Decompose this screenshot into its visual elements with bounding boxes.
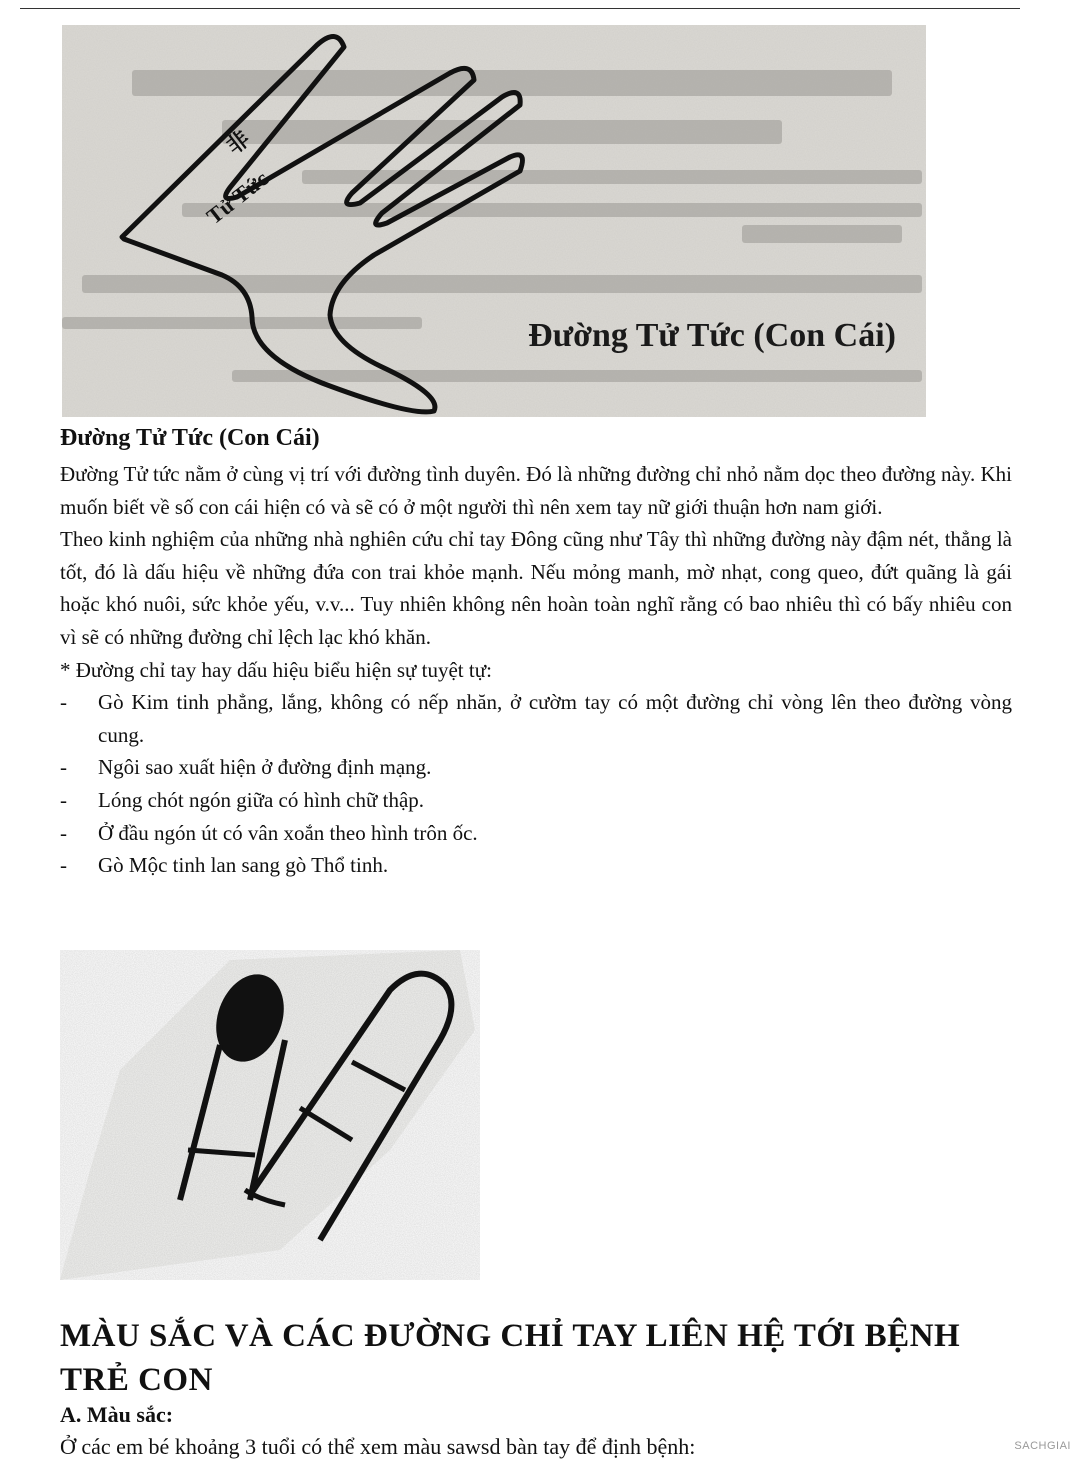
tu-tuc-label: Tử Tức bbox=[201, 165, 273, 229]
watermark-logo: SACHGIAI bbox=[1014, 1440, 1071, 1452]
subheading-colors: A. Màu sắc: bbox=[60, 1402, 174, 1427]
paragraph-1: Đường Tử tức nằm ở cùng vị trí với đường tình duyên. Đó là những đường chỉ nhỏ nằm dọc theo đường này. Khi muốn biết về số con cái hiện có và sẽ có ở một người thì nên xem tay nữ giới thuận hơn nam giới. bbox=[60, 462, 1012, 519]
section-title: Đường Tử Tức (Con Cái) bbox=[60, 425, 320, 451]
list-item: - Gò Mộc tinh lan sang gò Thổ tinh. bbox=[60, 853, 389, 878]
paragraph-3: * Đường chỉ tay hay dấu hiệu biểu hiện sự tuyệt tự: bbox=[60, 657, 492, 682]
list-item: - Gò Kim tinh phẳng, lắng, không có nếp nhăn, ở cườm tay có một đường chỉ vòng lên theo đường vòng cung. bbox=[60, 690, 1012, 747]
tu-tuc-marks: 非 bbox=[221, 125, 255, 159]
sterility-signs-list bbox=[60, 686, 1012, 882]
hand-outline-drawing bbox=[62, 25, 926, 417]
list-item: - Lóng chót ngón giữa có hình chữ thập. bbox=[60, 787, 425, 812]
top-rule bbox=[20, 8, 1020, 9]
fingers-figure-scan bbox=[60, 950, 480, 1280]
hand-figure-scan bbox=[62, 25, 926, 417]
list-item: - Ở đầu ngón út có vân xoắn theo hình trôn ốc. bbox=[60, 820, 478, 845]
colors-intro-line: Ở các em bé khoảng 3 tuổi có thể xem màu sawsd bàn tay để định bệnh: bbox=[60, 1434, 696, 1459]
paragraph-2: Theo kinh nghiệm của những nhà nghiên cứu chỉ tay Đông cũng như Tây thì những đường này đậm nét, thẳng là tốt, đó là dấu hiệu về những đứa con trai khỏe mạnh. Nếu mỏng manh, mờ nhạt, cong queo, đứt quãng là gái hoặc khó nuôi, sức khỏe yếu, v.v... Tuy nhiên không nên hoàn toàn nghĩ rằng có bao nhiêu thì có bấy nhiêu con vì sẽ có những đường chỉ lệch lạc khó khăn. bbox=[60, 527, 1012, 649]
chapter-heading: MÀU SẮC VÀ CÁC ĐƯỜNG CHỈ TAY LIÊN HỆ TỚI BỆNH TRẺ CON bbox=[60, 1318, 961, 1398]
section-body bbox=[60, 458, 1012, 882]
figure-caption: Đường Tử Tức (Con Cái) bbox=[528, 317, 896, 354]
fingers-drawing bbox=[60, 950, 480, 1280]
list-item: - Ngôi sao xuất hiện ở đường định mạng. bbox=[60, 755, 432, 780]
